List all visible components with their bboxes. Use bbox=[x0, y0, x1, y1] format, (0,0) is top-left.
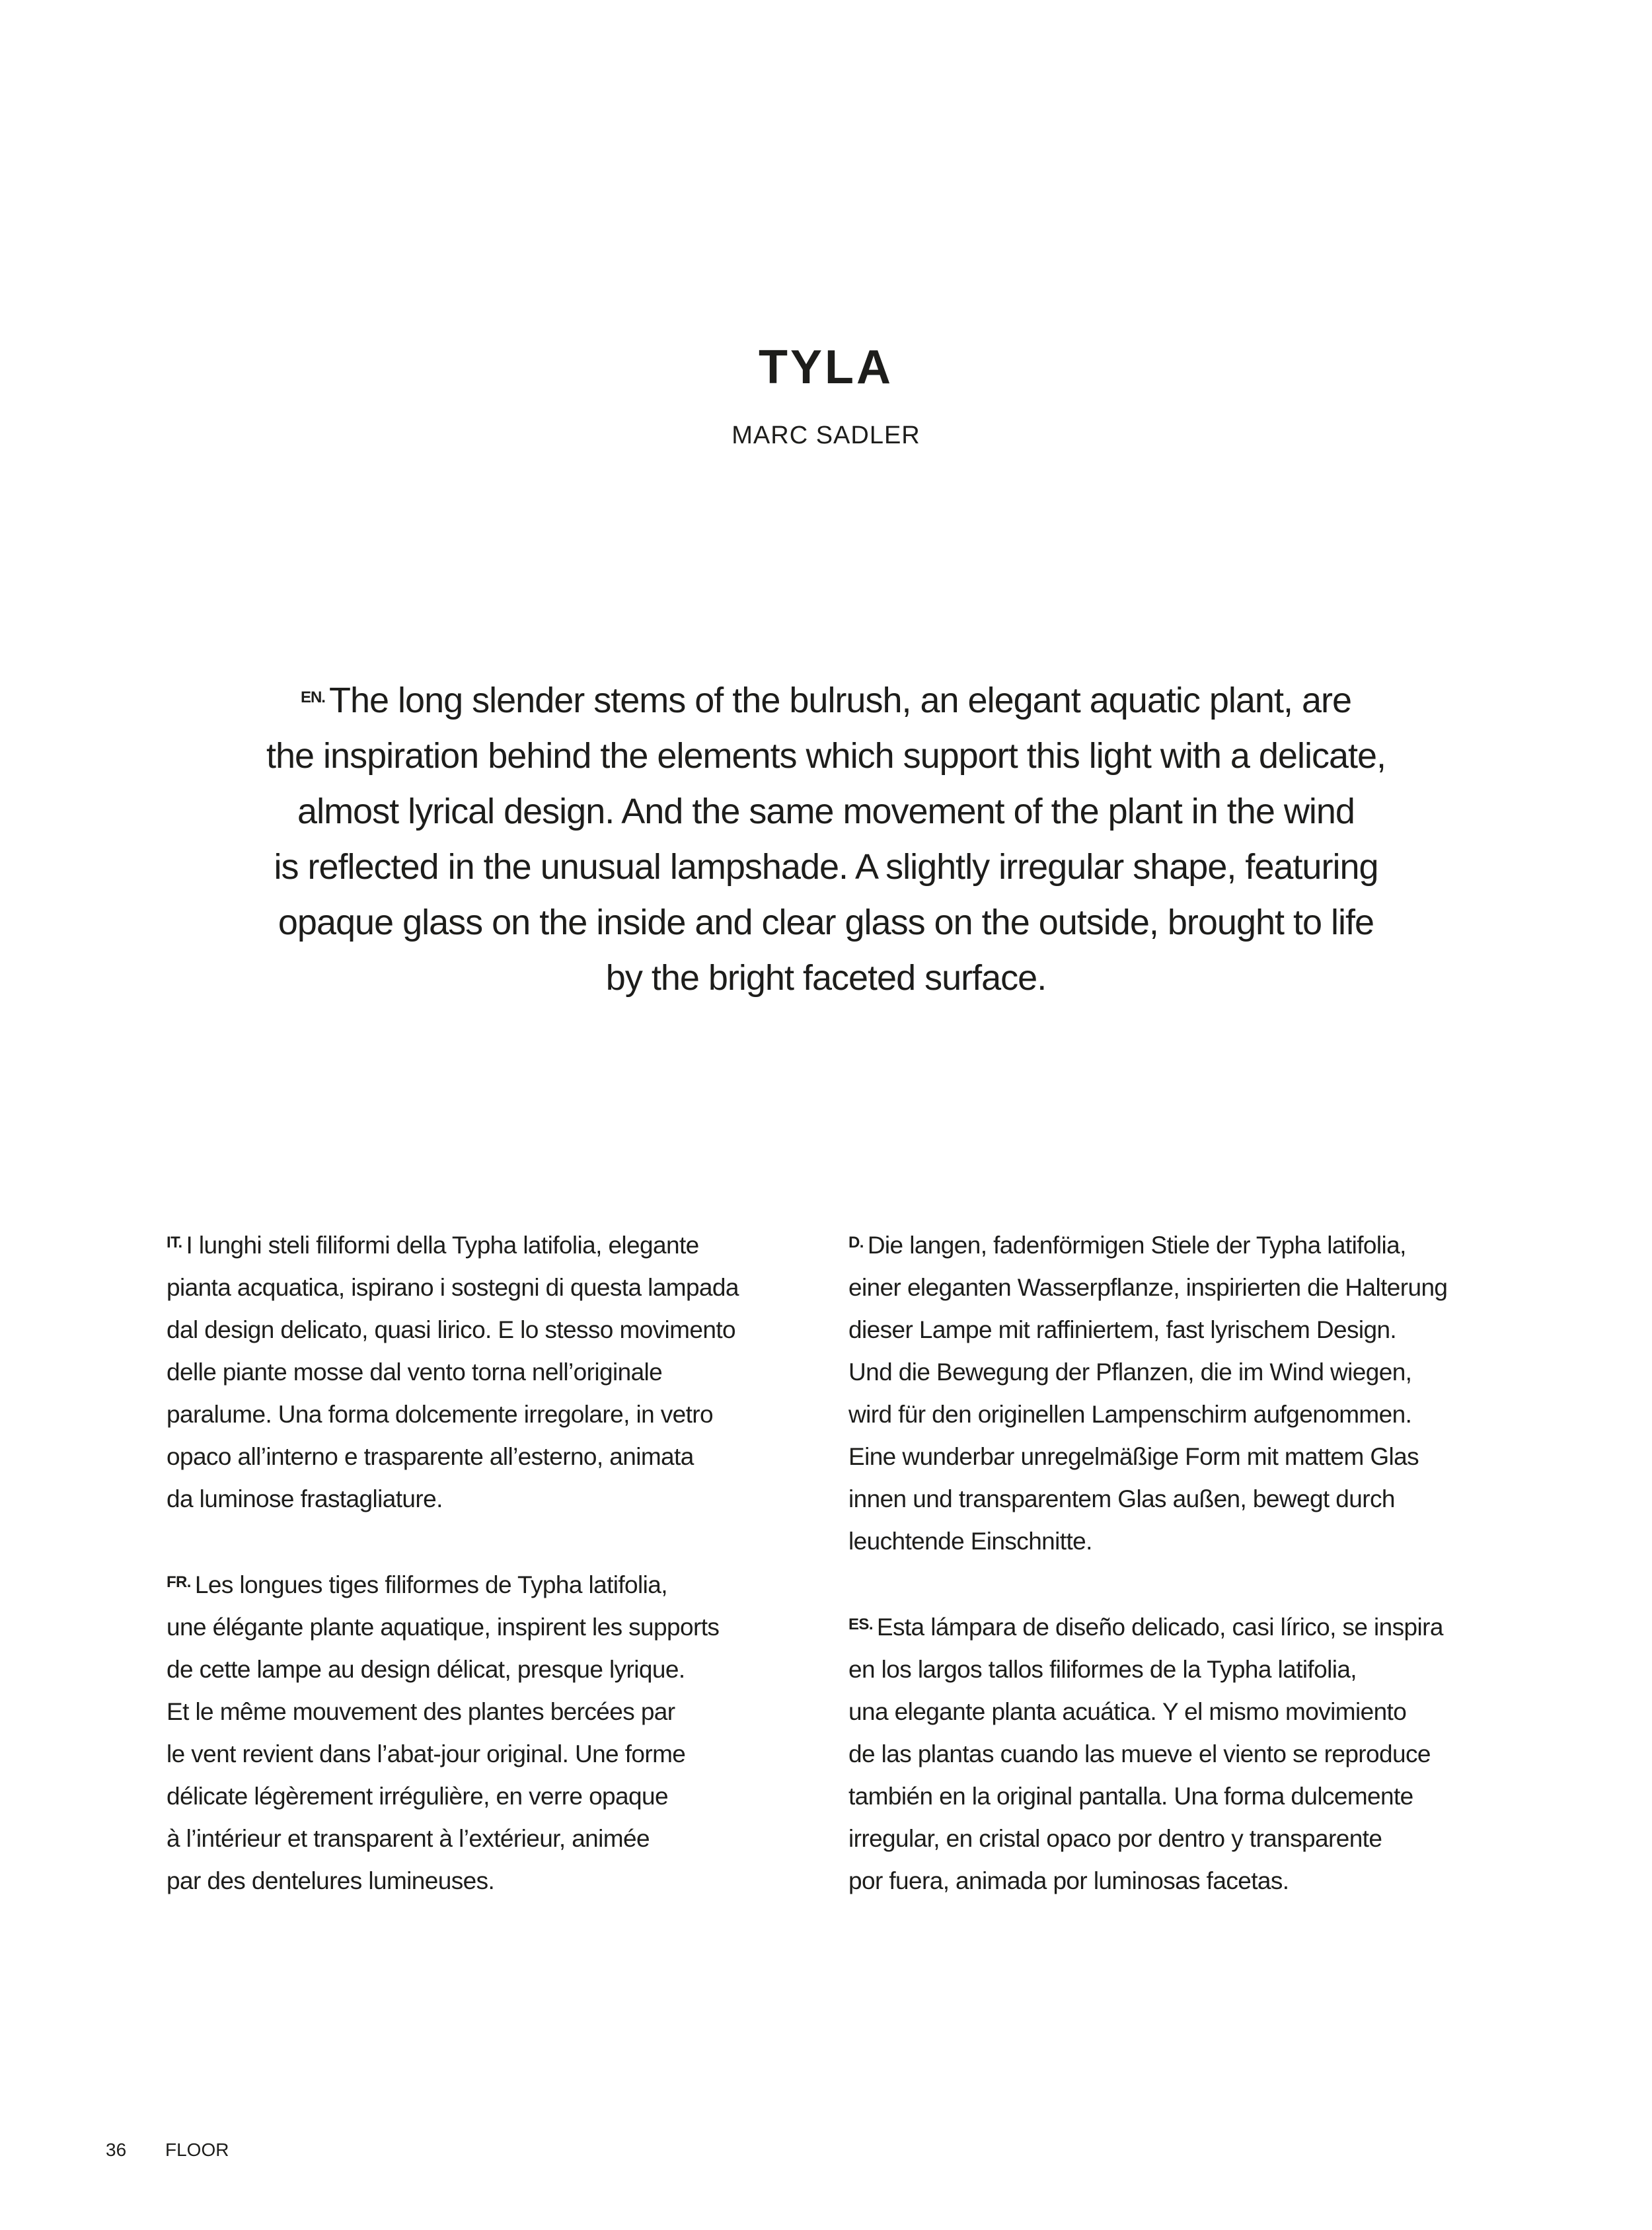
french-description bbox=[167, 1564, 841, 1902]
paragraph-line bbox=[132, 950, 1520, 1006]
line-text: par des dentelures lumineuses. bbox=[167, 1867, 495, 1894]
paragraph-line bbox=[167, 1860, 841, 1902]
language-tag: D. bbox=[848, 1234, 864, 1251]
paragraph-line bbox=[848, 1267, 1575, 1309]
line-text: the inspiration behind the elements which support this light with a delicate, bbox=[266, 736, 1386, 776]
paragraph-line bbox=[167, 1436, 841, 1478]
designer-name: MARC SADLER bbox=[732, 422, 920, 449]
paragraph-line bbox=[848, 1520, 1575, 1563]
paragraph-line bbox=[167, 1649, 841, 1691]
line-text: opaco all’interno e trasparente all’esterno, animata bbox=[167, 1443, 694, 1470]
line-text: de las plantas cuando las mueve el viento se reproduce bbox=[848, 1740, 1431, 1767]
language-tag: IT. bbox=[167, 1234, 182, 1251]
line-text: Les longues tiges filiformes de Typha latifolia, bbox=[194, 1571, 667, 1598]
paragraph-line bbox=[132, 839, 1520, 895]
paragraph-line bbox=[132, 895, 1520, 950]
line-text: delle piante mosse dal vento torna nell’originale bbox=[167, 1358, 663, 1386]
paragraph-line bbox=[848, 1818, 1575, 1860]
paragraph-line bbox=[132, 728, 1520, 784]
line-text: Und die Bewegung der Pflanzen, die im Wind wiegen, bbox=[848, 1358, 1412, 1386]
line-text: I lunghi steli filiformi della Typha latifolia, elegante bbox=[186, 1232, 699, 1259]
language-tag: ES. bbox=[848, 1616, 873, 1633]
line-text: is reflected in the unusual lampshade. A slightly irregular shape, featuring bbox=[274, 847, 1378, 887]
paragraph-line bbox=[167, 1309, 841, 1351]
line-text: dieser Lampe mit raffiniertem, fast lyrischem Design. bbox=[848, 1316, 1397, 1343]
line-text: por fuera, animada por luminosas facetas. bbox=[848, 1867, 1289, 1894]
paragraph-line bbox=[167, 1224, 841, 1267]
language-tag: EN. bbox=[300, 688, 325, 706]
line-text: Et le même mouvement des plantes bercées par bbox=[167, 1698, 675, 1725]
paragraph-line bbox=[848, 1691, 1575, 1733]
line-text: almost lyrical design. And the same movement of the plant in the wind bbox=[297, 792, 1355, 831]
paragraph-line bbox=[848, 1478, 1575, 1520]
paragraph-line bbox=[167, 1478, 841, 1520]
line-text: wird für den originellen Lampenschirm aufgenommen. bbox=[848, 1401, 1412, 1428]
section-label: FLOOR bbox=[165, 2139, 229, 2160]
paragraph-line bbox=[848, 1351, 1575, 1394]
line-text: Esta lámpara de diseño delicado, casi lírico, se inspira bbox=[876, 1614, 1443, 1641]
line-text: paralume. Una forma dolcemente irregolare, in vetro bbox=[167, 1401, 713, 1428]
line-text: también en la original pantalla. Una forma dulcemente bbox=[848, 1783, 1413, 1810]
paragraph-line bbox=[848, 1733, 1575, 1775]
line-text: le vent revient dans l’abat-jour original. Une forme bbox=[167, 1740, 686, 1767]
paragraph-line bbox=[848, 1394, 1575, 1436]
paragraph-line bbox=[848, 1775, 1575, 1818]
paragraph-line bbox=[167, 1267, 841, 1309]
paragraph-line bbox=[132, 784, 1520, 839]
line-text: leuchtende Einschnitte. bbox=[848, 1528, 1092, 1555]
line-text: pianta acquatica, ispirano i sostegni di questa lampada bbox=[167, 1274, 739, 1301]
paragraph-line bbox=[167, 1606, 841, 1649]
language-tag: FR. bbox=[167, 1573, 191, 1591]
paragraph-line bbox=[167, 1818, 841, 1860]
paragraph-line bbox=[848, 1224, 1575, 1267]
line-text: The long slender stems of the bulrush, an elegant aquatic plant, are bbox=[328, 681, 1352, 720]
line-text: Die langen, fadenförmigen Stiele der Typha latifolia, bbox=[867, 1232, 1406, 1259]
paragraph-line bbox=[848, 1606, 1575, 1649]
line-text: dal design delicato, quasi lirico. E lo stesso movimento bbox=[167, 1316, 736, 1343]
paragraph-line bbox=[132, 673, 1520, 728]
line-text: by the bright faceted surface. bbox=[605, 958, 1047, 998]
line-text: innen und transparentem Glas außen, bewegt durch bbox=[848, 1485, 1395, 1512]
spanish-description bbox=[848, 1606, 1575, 1902]
page-number: 36 bbox=[106, 2139, 127, 2160]
line-text: einer eleganten Wasserpflanze, inspirierten die Halterung bbox=[848, 1274, 1448, 1301]
italian-description bbox=[167, 1224, 841, 1520]
line-text: délicate légèrement irrégulière, en verre opaque bbox=[167, 1783, 668, 1810]
paragraph-line bbox=[167, 1394, 841, 1436]
line-text: en los largos tallos filiformes de la Typha latifolia, bbox=[848, 1656, 1357, 1683]
paragraph-line bbox=[167, 1733, 841, 1775]
line-text: da luminose frastagliature. bbox=[167, 1485, 443, 1512]
paragraph-line bbox=[167, 1564, 841, 1606]
line-text: à l’intérieur et transparent à l’extérieur, animée bbox=[167, 1825, 650, 1852]
paragraph-line bbox=[167, 1691, 841, 1733]
line-text: una elegante planta acuática. Y el mismo movimiento bbox=[848, 1698, 1407, 1725]
line-text: opaque glass on the inside and clear glass on the outside, brought to life bbox=[278, 903, 1374, 942]
paragraph-line bbox=[167, 1775, 841, 1818]
paragraph-line bbox=[848, 1649, 1575, 1691]
german-description bbox=[848, 1224, 1575, 1563]
line-text: Eine wunderbar unregelmäßige Form mit mattem Glas bbox=[848, 1443, 1419, 1470]
english-description bbox=[132, 673, 1520, 1006]
paragraph-line bbox=[848, 1860, 1575, 1902]
line-text: irregular, en cristal opaco por dentro y transparente bbox=[848, 1825, 1382, 1852]
paragraph-line bbox=[848, 1436, 1575, 1478]
line-text: une élégante plante aquatique, inspirent les supports bbox=[167, 1614, 720, 1641]
page-title: TYLA bbox=[759, 341, 893, 394]
paragraph-line bbox=[848, 1309, 1575, 1351]
paragraph-line bbox=[167, 1351, 841, 1394]
line-text: de cette lampe au design délicat, presque lyrique. bbox=[167, 1656, 685, 1683]
